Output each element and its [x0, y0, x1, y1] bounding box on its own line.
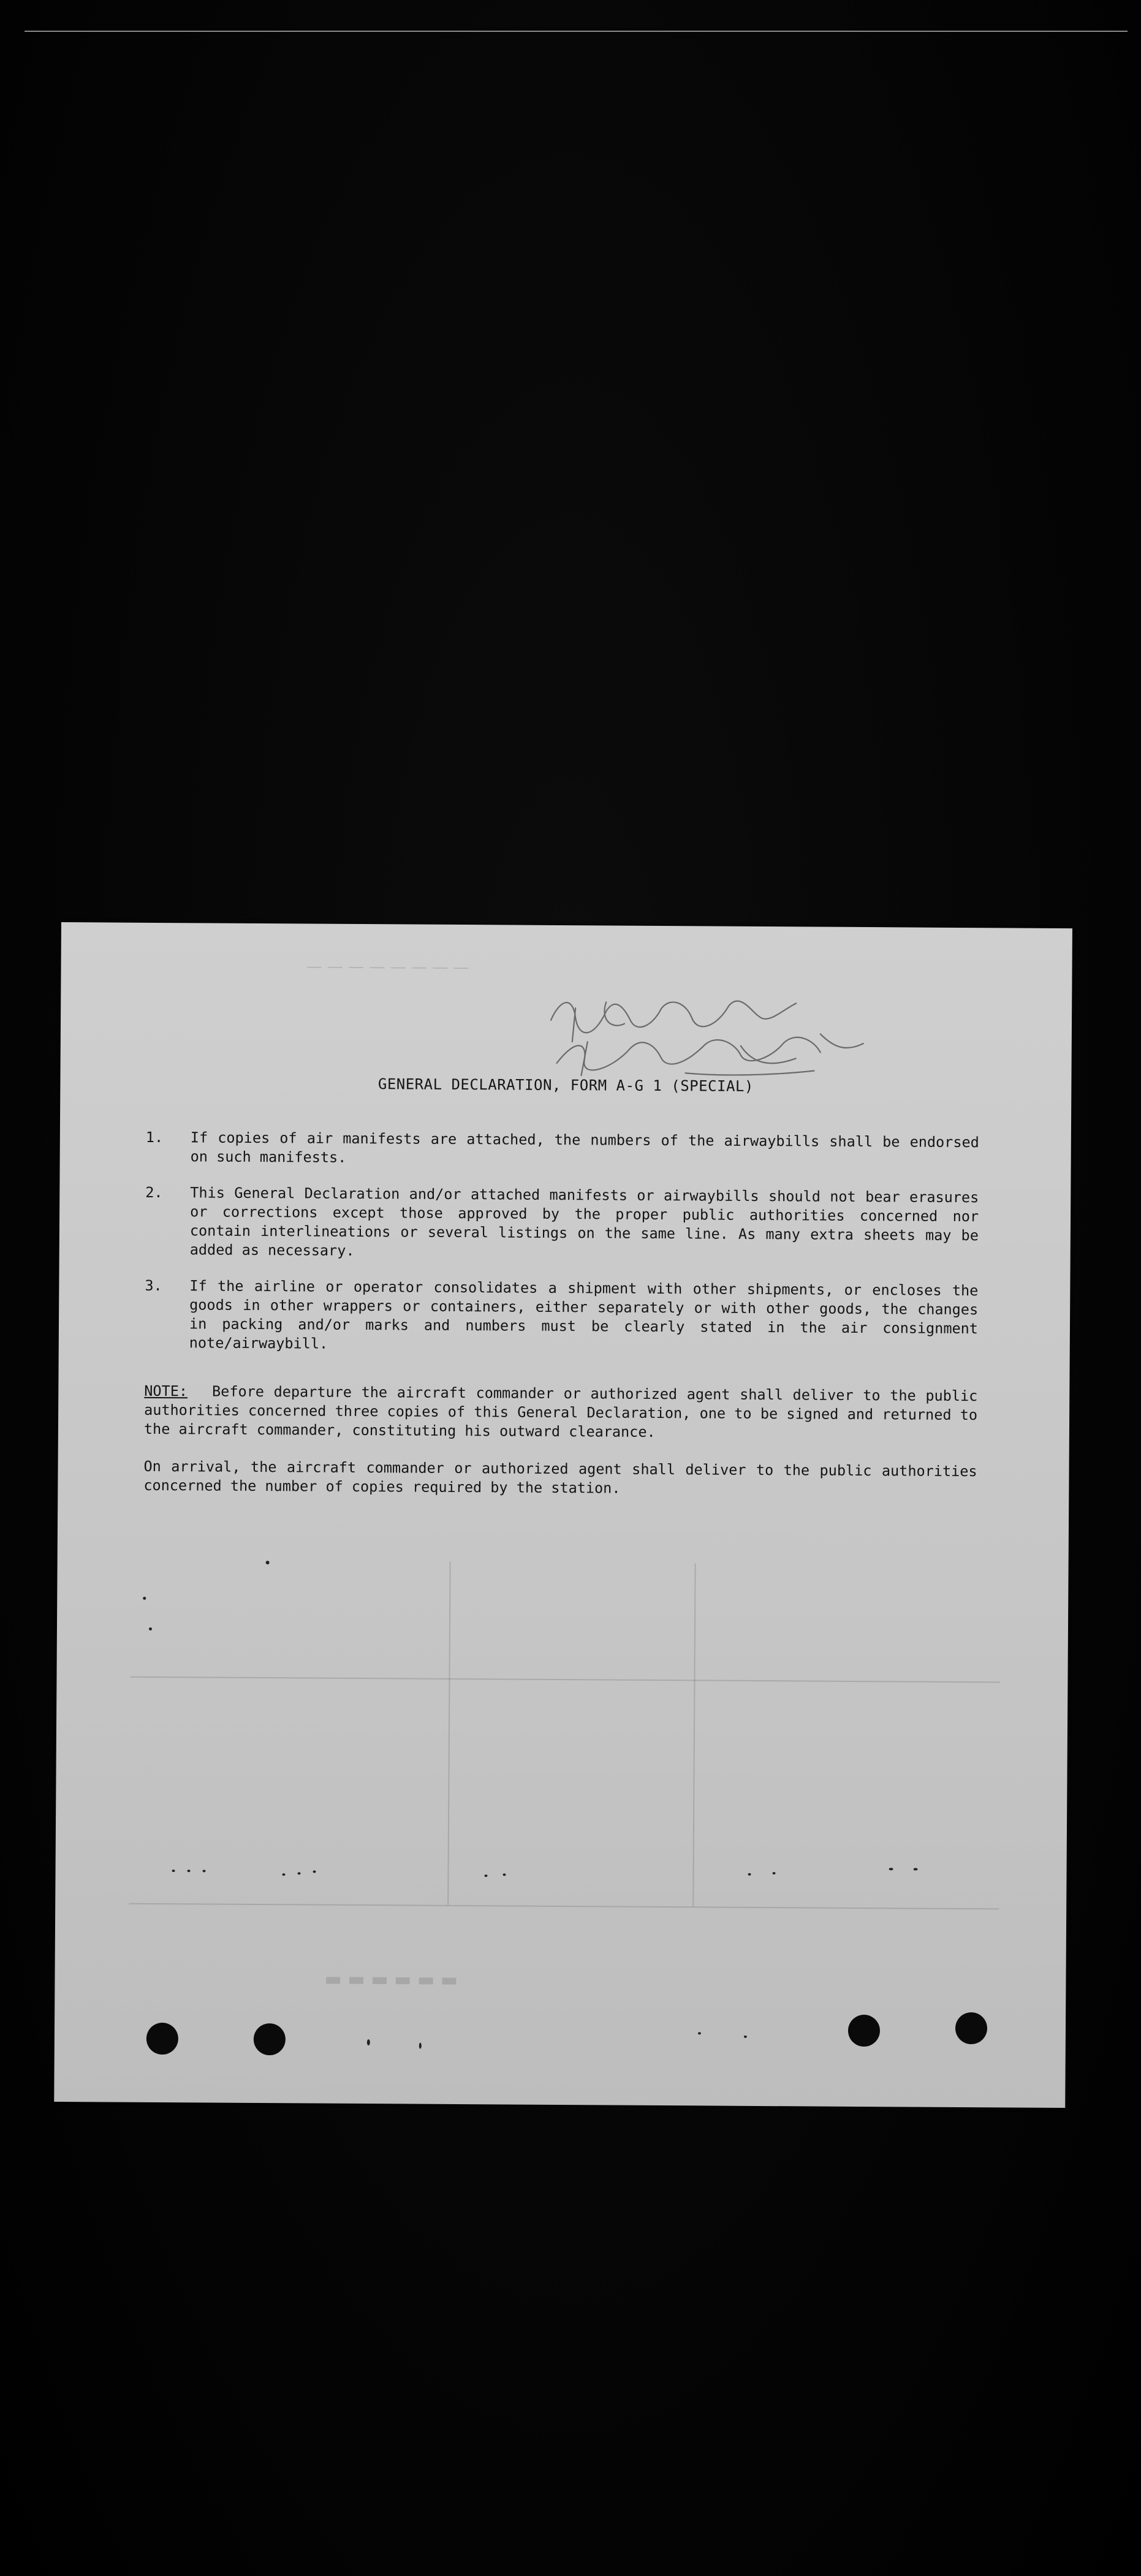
speck [744, 2036, 747, 2038]
speck [503, 1873, 506, 1876]
speck [188, 1869, 191, 1872]
binder-hole [955, 2012, 987, 2044]
speck [367, 2039, 370, 2045]
film-edge-line [25, 31, 1128, 32]
speck [773, 1872, 776, 1874]
speck [282, 1873, 286, 1876]
bleed-through-bottom: ▬ ▬ ▬ ▬ ▬ ▬ [324, 1968, 458, 1991]
note-paragraph [144, 1382, 978, 1444]
instruction-item [145, 1276, 979, 1357]
speck [914, 1868, 918, 1871]
speck [172, 1869, 175, 1872]
speck [143, 1597, 146, 1600]
arrival-paragraph: On arrival, the aircraft commander or authorized agent shall deliver to the public authorities concerned the number of copies required by the station. [143, 1457, 977, 1497]
speck [484, 1874, 487, 1877]
speck [203, 1869, 206, 1872]
item-text: This General Declaration and/or attached manifests or airwaybills should not bear erasures or corrections except those approved by the proper public authorities concerned nor contain interlineations or several listings on the same line. As many extra sheets may be added as necessary. [189, 1184, 979, 1259]
instructions-block [143, 1128, 979, 1500]
instruction-item [146, 1128, 979, 1171]
item-text: If the airline or operator consolidates a shipment with other shipments, or encloses the goods in other wrappers or containers, either separately or with other goods, the changes in packing and/or marks and numbers must be clearly stated in the air consignment note/airwaybill. [189, 1277, 979, 1352]
form-title: GENERAL DECLARATION, FORM A-G 1 (SPECIAL) [377, 1075, 754, 1095]
note-label: NOTE: [144, 1382, 188, 1400]
speck [889, 1868, 893, 1870]
speck [149, 1627, 152, 1631]
speck [748, 1873, 751, 1876]
note-text: Before departure the aircraft commander or authorized agent shall deliver to the public authorities concerned three copies of this General Declaration, one to be signed and returned to the aircraft commander, constituting his outward clearance. [143, 1382, 978, 1441]
speck [419, 2043, 422, 2049]
instruction-item [145, 1183, 979, 1264]
faint-form-line [130, 1676, 1000, 1683]
binder-hole [848, 2015, 880, 2047]
bleed-through-top: — — — — — — — — [306, 957, 469, 977]
speck [313, 1871, 316, 1873]
speck [298, 1872, 301, 1874]
document-page [54, 922, 1072, 2108]
handwritten-signature [538, 983, 894, 1084]
binder-hole [254, 2023, 286, 2055]
faint-form-line [129, 1903, 999, 1910]
item-number: 3. [145, 1276, 162, 1295]
speck [266, 1561, 270, 1564]
item-number: 2. [145, 1183, 163, 1202]
faint-form-line [692, 1563, 696, 1906]
item-number: 1. [145, 1128, 164, 1146]
faint-form-line [447, 1562, 450, 1905]
item-text: If copies of air manifests are attached, the numbers of the airwaybills shall be endorsed on such manifests. [190, 1129, 979, 1166]
binder-hole [146, 2023, 178, 2055]
speck [698, 2032, 701, 2034]
